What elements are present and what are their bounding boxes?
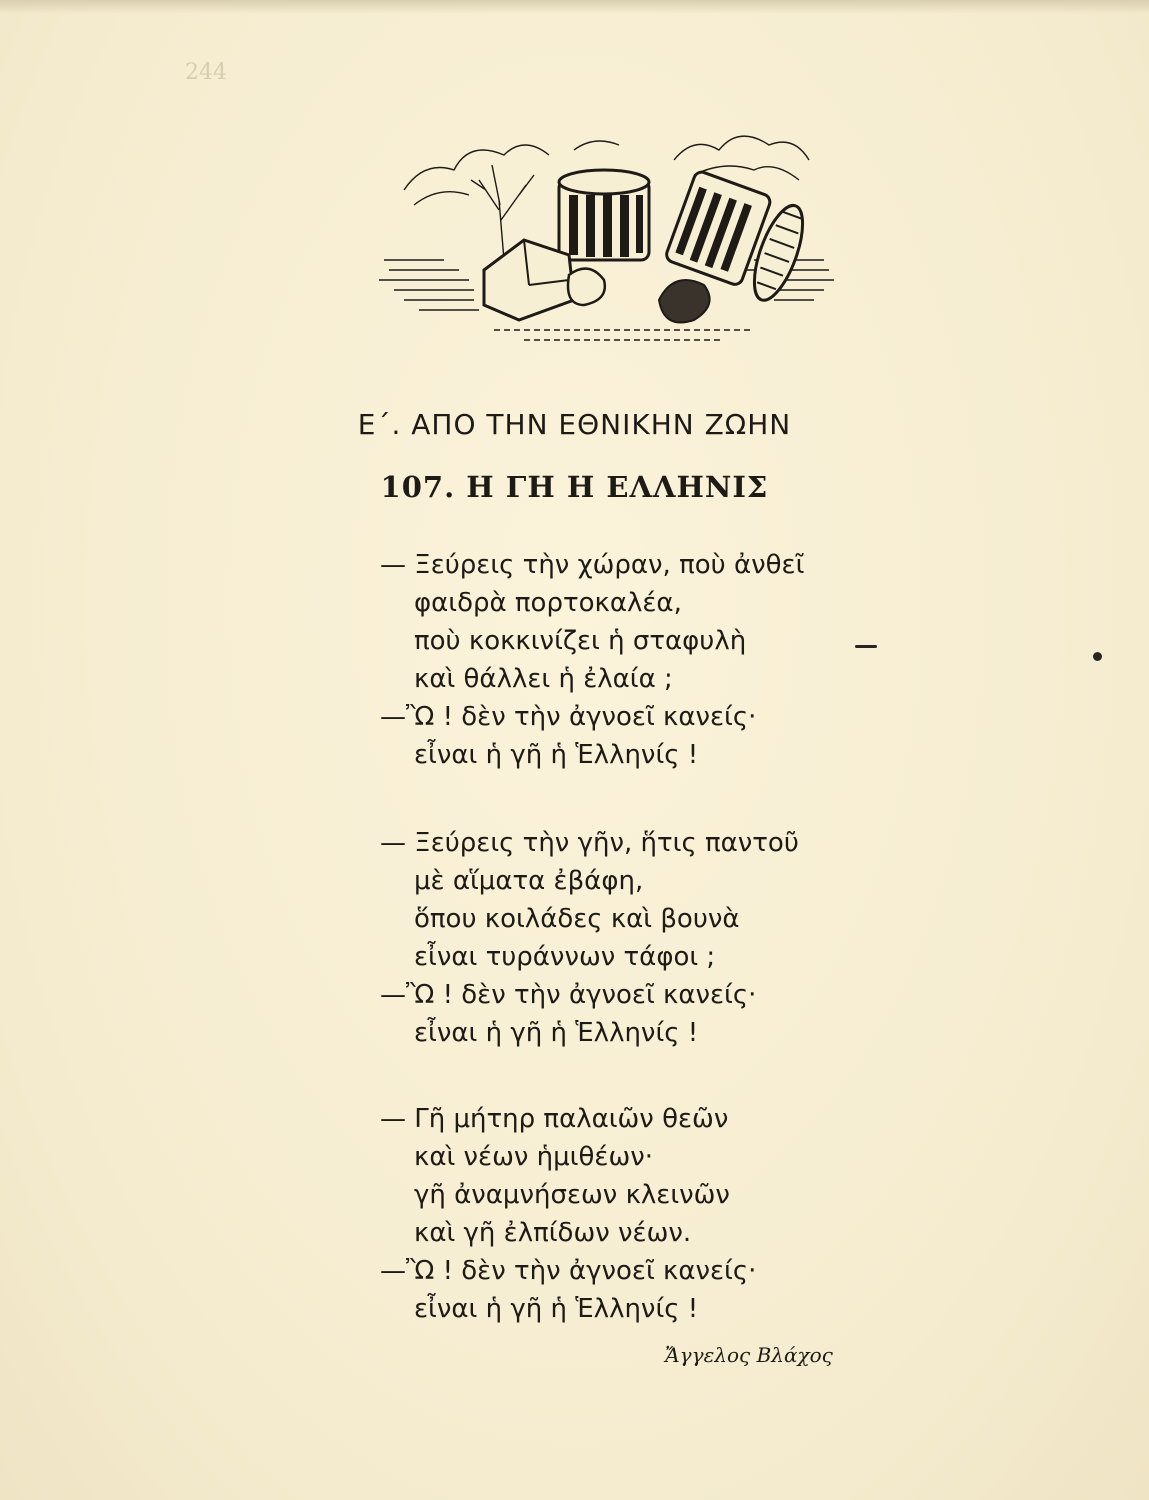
poem-refrain-line: εἶναι ἡ γῆ ἡ Ἑλληνίς ! <box>414 740 699 770</box>
poem-line: εἶναι τυράννων τάφοι ; <box>414 942 716 972</box>
poem-refrain-line: —Ὢ ! δὲν τὴν ἀγνοεῖ κανείς· <box>380 980 757 1010</box>
column-drum-left <box>559 170 649 260</box>
page-number: 244 <box>185 60 227 85</box>
poem-line: μὲ αἵματα ἐβάφη, <box>414 866 644 896</box>
poem-line: καὶ νέων ἡμιθέων· <box>414 1142 654 1172</box>
poem-line: — Ξεύρεις τὴν χώραν, ποὺ ἀνθεῖ <box>380 550 805 580</box>
poem-author: Ἄγγελος Βλάχος <box>665 1343 833 1367</box>
poem-line: — Ξεύρεις τὴν γῆν, ἥτις παντοῦ <box>380 828 799 858</box>
ink-speck <box>1093 652 1102 661</box>
poem-refrain-line: —Ὢ ! δὲν τὴν ἀγνοεῖ κανείς· <box>380 702 757 732</box>
poem-line: καὶ θάλλει ἡ ἐλαία ; <box>414 664 673 694</box>
ruins-vignette-illustration <box>374 110 850 360</box>
poem-refrain-line: εἶναι ἡ γῆ ἡ Ἑλληνίς ! <box>414 1018 699 1048</box>
poem-line: καὶ γῆ ἐλπίδων νέων. <box>414 1218 692 1248</box>
poem-title: 107. Η ΓΗ Η ΕΛΛΗΝΙΣ <box>380 470 769 504</box>
stanza-2 <box>380 824 940 1052</box>
poem-refrain-line: εἶναι ἡ γῆ ἡ Ἑλληνίς ! <box>414 1294 699 1324</box>
poem-refrain-line: —Ὢ ! δὲν τὴν ἀγνοεῖ κανείς· <box>380 1256 757 1286</box>
stanza-1 <box>380 546 940 774</box>
page-top-edge <box>0 0 1149 14</box>
section-heading: Ε΄. ΑΠΟ ΤΗΝ ΕΘΝΙΚΗΝ ΖΩΗΝ <box>357 408 792 441</box>
poem-line: φαιδρὰ πορτοκαλέα, <box>414 588 682 618</box>
ink-mark <box>855 645 877 648</box>
poem-line: ποὺ κοκκινίζει ἡ σταφυλὴ <box>414 626 747 656</box>
poem-line: ὅπου κοιλάδες καὶ βουνὰ <box>414 904 740 934</box>
stanza-3 <box>380 1100 940 1328</box>
poem-line: — Γῆ μήτηρ παλαιῶν θεῶν <box>380 1104 729 1134</box>
poem-line: γῆ ἀναμνήσεων κλεινῶν <box>414 1180 730 1210</box>
